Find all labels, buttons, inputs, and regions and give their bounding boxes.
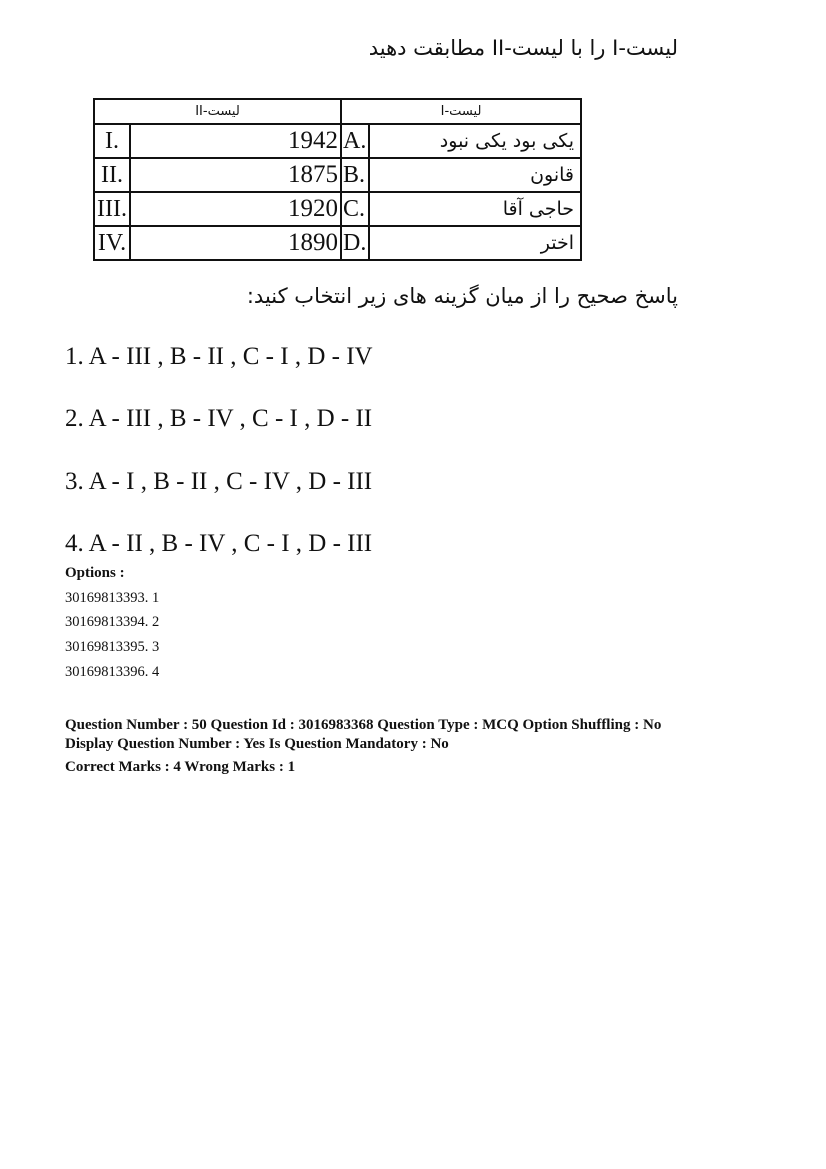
question-meta-line-2: Display Question Number : Yes Is Question Mandatory : No [65, 736, 449, 752]
option-id: 30169813394. 2 [65, 614, 160, 630]
option-id: 30169813393. 1 [65, 590, 160, 606]
list1-letter: D. [341, 226, 369, 260]
match-table [93, 98, 582, 261]
list2-year: 1875 [130, 158, 341, 192]
table-row [94, 226, 581, 260]
list1-title: قانون [369, 158, 581, 192]
list2-numeral: III. [94, 192, 130, 226]
answer-choice-2: 2. A - III , B - IV , C - I , D - II [65, 405, 373, 432]
list2-year: 1890 [130, 226, 341, 260]
list1-title: حاجی آقا [369, 192, 581, 226]
list2-numeral: IV. [94, 226, 130, 260]
list2-year: 1920 [130, 192, 341, 226]
option-id: 30169813396. 4 [65, 664, 160, 680]
list1-header: لیست-I [341, 99, 581, 124]
table-row [94, 192, 581, 226]
table-row [94, 124, 581, 158]
list1-letter: C. [341, 192, 369, 226]
answer-choice-1: 1. A - III , B - II , C - I , D - IV [65, 343, 373, 370]
question-heading: لیست-I را با لیست-II مطابقت دهید [368, 36, 678, 60]
question-instruction: پاسخ صحیح را از میان گزینه های زیر انتخاب کنید: [246, 284, 678, 308]
list1-title: یکی بود یکی نبود [369, 124, 581, 158]
match-table-header [94, 99, 581, 124]
option-id: 30169813395. 3 [65, 639, 160, 655]
options-label: Options : [65, 565, 125, 581]
answer-choice-3: 3. A - I , B - II , C - IV , D - III [65, 468, 373, 495]
question-meta-line-1: Question Number : 50 Question Id : 3016983368 Question Type : MCQ Option Shuffling : No [65, 717, 662, 733]
table-row [94, 158, 581, 192]
list2-numeral: II. [94, 158, 130, 192]
answer-choice-4: 4. A - II , B - IV , C - I , D - III [65, 530, 373, 557]
list1-letter: B. [341, 158, 369, 192]
list2-numeral: I. [94, 124, 130, 158]
question-marks: Correct Marks : 4 Wrong Marks : 1 [65, 759, 296, 775]
list1-letter: A. [341, 124, 369, 158]
list2-header: لیست-II [94, 99, 341, 124]
list1-title: اختر [369, 226, 581, 260]
list2-year: 1942 [130, 124, 341, 158]
